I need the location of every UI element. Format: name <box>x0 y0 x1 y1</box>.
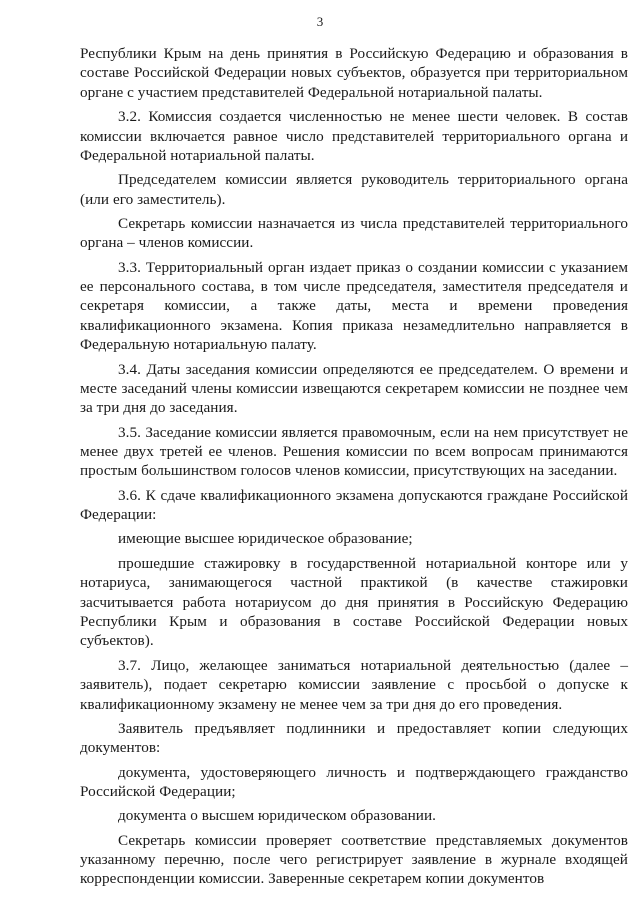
paragraph-secretary-check: Секретарь комиссии проверяет соответствие представляемых документов указанному перечню, после чего регистрирует заявление в журнале входящей корреспонденции комиссии. Заверенные секретарем копии документов <box>80 831 628 888</box>
list-item-internship: прошедшие стажировку в государственной нотариальной конторе или у нотариуса, занимающегося частной практикой (в качестве стажировки засчитывается работа нотариусом до дня принятия в Российскую Федерацию Республики Крым и образования в составе Российской Федерации новых субъектов). <box>80 554 628 650</box>
paragraph-continuation: Республики Крым на день принятия в Российскую Федерацию и образования в составе Российской Федерации новых субъектов, образуется при территориальном органе с участием представителей Федеральной нотариальной палаты. <box>80 45 628 101</box>
paragraph-3-7: 3.7. Лицо, желающее заниматься нотариальной деятельностью (далее – заявитель), подает секретарю комиссии заявление с просьбой о допуске к квалификационному экзамену не менее чем за три дня до его проведения. <box>80 656 628 713</box>
paragraph-3-4: 3.4. Даты заседания комиссии определяются ее председателем. О времени и месте заседаний члены комиссии извещаются секретарем комиссии не позднее чем за три дня до заседания. <box>80 360 628 417</box>
paragraph-chairman: Председателем комиссии является руководитель территориального органа (или его заместитель). <box>80 171 628 208</box>
paragraph-3-2: 3.2. Комиссия создается численностью не менее шести человек. В состав комиссии включается равное число представителей территориального органа и Федеральной нотариальной палаты. <box>80 108 628 164</box>
document-body <box>80 44 628 894</box>
paragraph-3-5: 3.5. Заседание комиссии является правомочным, если на нем присутствует не менее двух третей ее членов. Решения комиссии по всем вопросам принимаются простым большинством голосов членов комиссии, присутствующих на заседании. <box>80 423 628 480</box>
list-item-education: имеющие высшее юридическое образование; <box>118 530 413 548</box>
paragraph-3-3: 3.3. Территориальный орган издает приказ о создании комиссии с указанием ее персонального состава, в том числе председателя, заместителя председателя и секретаря комиссии, а также даты, места и времени проведения квалификационного экзамена. Копия приказа незамедлительно направляется в Федеральную нотариальную палату. <box>80 258 628 354</box>
page-number: 3 <box>316 14 324 29</box>
list-item-identity-document: документа, удостоверяющего личность и подтверждающего гражданство Российской Федерации; <box>80 763 628 800</box>
paragraph-secretary: Секретарь комиссии назначается из числа представителей территориального органа – членов комиссии. <box>80 214 628 252</box>
list-item-education-document: документа о высшем юридическом образовании. <box>118 807 437 825</box>
paragraph-applicant-documents: Заявитель предъявляет подлинники и предоставляет копии следующих документов: <box>80 719 628 757</box>
paragraph-3-6: 3.6. К сдаче квалификационного экзамена допускаются граждане Российской Федерации: <box>80 486 628 524</box>
